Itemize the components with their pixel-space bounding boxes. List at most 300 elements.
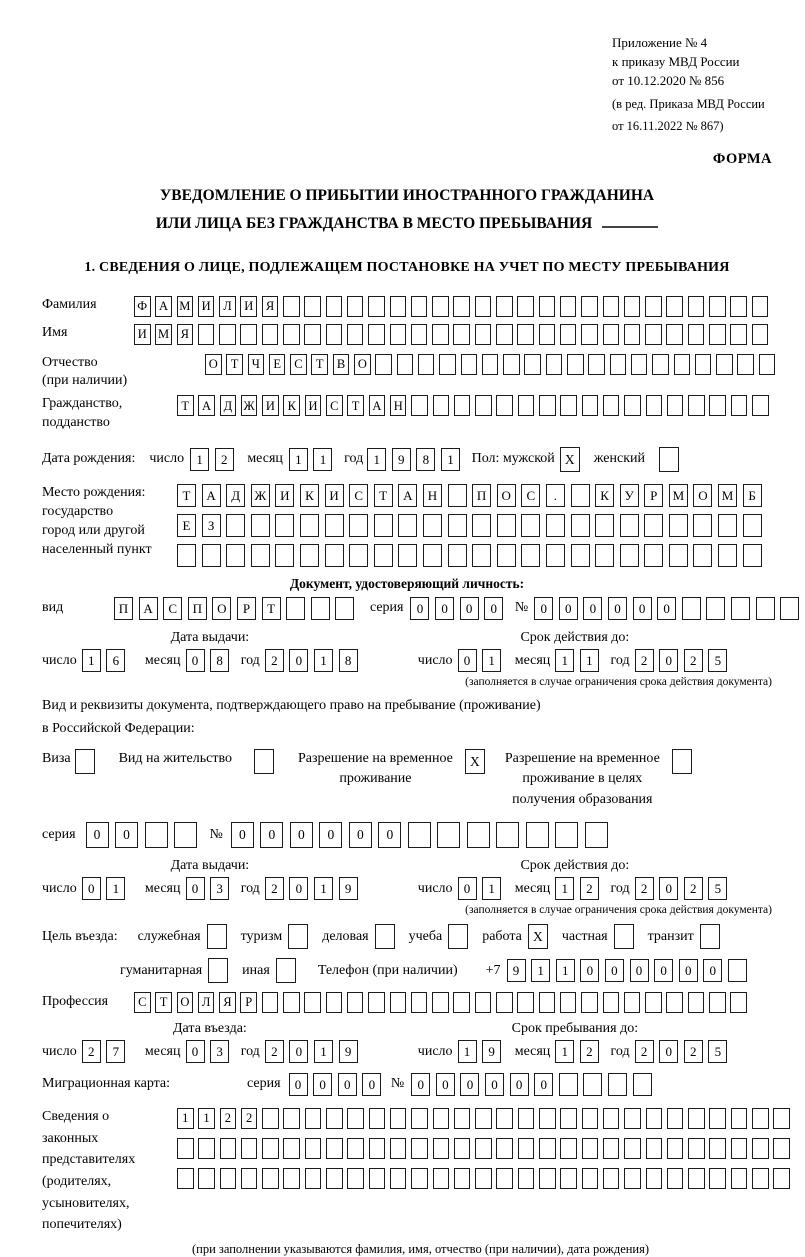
form-cell[interactable] (620, 544, 639, 567)
form-cell[interactable] (145, 822, 168, 848)
form-cell[interactable]: Б (743, 484, 762, 507)
form-cell[interactable] (688, 992, 705, 1013)
form-cell[interactable] (567, 354, 584, 375)
form-cell[interactable]: 0 (458, 877, 477, 900)
form-cell[interactable] (718, 544, 737, 567)
form-cell[interactable] (226, 514, 245, 537)
form-cell[interactable]: . (546, 484, 565, 507)
form-cell[interactable] (546, 544, 565, 567)
form-cell[interactable] (496, 296, 513, 317)
form-cell[interactable]: Е (269, 354, 286, 375)
form-cell[interactable]: 1 (314, 877, 333, 900)
form-cell[interactable] (688, 324, 705, 345)
form-cell[interactable] (560, 324, 577, 345)
form-cell[interactable]: 9 (339, 877, 358, 900)
form-cell[interactable] (539, 992, 556, 1013)
form-cell[interactable]: П (114, 597, 133, 620)
form-cell[interactable]: 0 (583, 597, 602, 620)
form-cell[interactable] (369, 1168, 386, 1189)
form-cell[interactable] (347, 992, 364, 1013)
form-cell[interactable] (780, 597, 799, 620)
form-cell[interactable] (752, 1168, 769, 1189)
form-cell[interactable] (326, 1108, 343, 1129)
form-cell[interactable]: 1 (531, 959, 550, 982)
form-cell[interactable] (198, 1138, 215, 1159)
form-cell[interactable] (349, 544, 368, 567)
form-cell[interactable] (603, 1108, 620, 1129)
form-cell[interactable]: 0 (289, 877, 308, 900)
form-cell[interactable] (326, 296, 343, 317)
form-cell[interactable] (582, 1168, 599, 1189)
form-cell[interactable] (743, 514, 762, 537)
form-cell[interactable] (773, 1108, 790, 1129)
form-cell[interactable] (752, 324, 769, 345)
form-cell[interactable] (411, 1138, 428, 1159)
form-cell[interactable] (546, 354, 563, 375)
form-cell[interactable] (667, 1138, 684, 1159)
form-cell[interactable]: И (262, 395, 279, 416)
form-cell[interactable] (374, 514, 393, 537)
form-cell[interactable] (560, 1108, 577, 1129)
form-cell[interactable] (472, 514, 491, 537)
form-cell[interactable]: Д (220, 395, 237, 416)
form-cell[interactable] (718, 514, 737, 537)
form-cell[interactable] (667, 1168, 684, 1189)
form-cell[interactable] (408, 822, 431, 848)
form-cell[interactable]: И (240, 296, 257, 317)
form-cell[interactable]: 5 (708, 649, 727, 672)
form-cell[interactable] (347, 324, 364, 345)
form-cell[interactable]: 0 (115, 822, 138, 848)
form-cell[interactable]: К (283, 395, 300, 416)
form-cell[interactable] (539, 324, 556, 345)
form-cell[interactable] (347, 1138, 364, 1159)
form-cell[interactable]: Н (390, 395, 407, 416)
form-cell[interactable]: 0 (289, 1040, 308, 1063)
form-cell[interactable] (560, 296, 577, 317)
form-cell[interactable] (433, 1108, 450, 1129)
form-cell[interactable] (546, 514, 565, 537)
form-cell[interactable] (347, 1168, 364, 1189)
form-cell[interactable] (688, 1168, 705, 1189)
form-cell[interactable] (560, 395, 577, 416)
form-cell[interactable]: Я (177, 324, 194, 345)
form-cell[interactable]: 2 (220, 1108, 237, 1129)
form-cell[interactable]: 0 (231, 822, 254, 848)
form-cell[interactable] (448, 544, 467, 567)
form-cell[interactable]: М (669, 484, 688, 507)
form-cell[interactable] (644, 514, 663, 537)
form-cell[interactable]: 1 (556, 959, 575, 982)
form-cell[interactable]: 9 (482, 1040, 501, 1063)
form-cell[interactable] (219, 324, 236, 345)
form-cell[interactable]: Л (219, 296, 236, 317)
form-cell[interactable]: 0 (460, 1073, 479, 1096)
form-cell[interactable] (645, 992, 662, 1013)
form-cell[interactable]: П (472, 484, 491, 507)
form-cell[interactable] (706, 597, 725, 620)
form-cell[interactable] (667, 395, 684, 416)
form-cell[interactable] (461, 354, 478, 375)
form-cell[interactable] (423, 514, 442, 537)
form-cell[interactable] (335, 597, 354, 620)
form-cell[interactable] (503, 354, 520, 375)
form-cell[interactable] (645, 324, 662, 345)
form-cell[interactable] (524, 354, 541, 375)
form-cell[interactable] (198, 324, 215, 345)
form-cell[interactable]: 0 (580, 959, 599, 982)
form-cell[interactable]: 1 (458, 1040, 477, 1063)
form-cell[interactable]: 6 (106, 649, 125, 672)
form-cell[interactable] (709, 324, 726, 345)
form-cell[interactable] (262, 1108, 279, 1129)
form-cell[interactable] (581, 296, 598, 317)
form-cell[interactable] (620, 514, 639, 537)
form-cell[interactable]: Е (177, 514, 196, 537)
form-cell[interactable]: А (139, 597, 158, 620)
form-cell[interactable]: З (202, 514, 221, 537)
form-cell[interactable]: Ч (248, 354, 265, 375)
form-cell[interactable]: 2 (684, 877, 703, 900)
form-cell[interactable]: Т (262, 597, 281, 620)
checkbox-cell[interactable] (672, 749, 692, 774)
form-cell[interactable] (262, 324, 279, 345)
form-cell[interactable] (571, 484, 590, 507)
form-cell[interactable] (411, 1168, 428, 1189)
form-cell[interactable] (682, 597, 701, 620)
form-cell[interactable] (731, 1108, 748, 1129)
form-cell[interactable]: 2 (684, 649, 703, 672)
form-cell[interactable]: С (134, 992, 151, 1013)
form-cell[interactable] (603, 296, 620, 317)
form-cell[interactable] (453, 324, 470, 345)
form-cell[interactable] (423, 544, 442, 567)
form-cell[interactable]: 0 (290, 822, 313, 848)
form-cell[interactable] (560, 1168, 577, 1189)
form-cell[interactable] (283, 324, 300, 345)
form-cell[interactable]: 9 (339, 1040, 358, 1063)
form-cell[interactable]: 0 (534, 597, 553, 620)
form-cell[interactable] (517, 296, 534, 317)
form-cell[interactable] (624, 992, 641, 1013)
form-cell[interactable] (595, 544, 614, 567)
form-cell[interactable]: 0 (289, 649, 308, 672)
form-cell[interactable] (521, 544, 540, 567)
form-cell[interactable] (631, 354, 648, 375)
form-cell[interactable] (300, 514, 319, 537)
form-cell[interactable]: 2 (215, 448, 234, 471)
form-cell[interactable] (454, 1138, 471, 1159)
form-cell[interactable] (398, 544, 417, 567)
form-cell[interactable]: 8 (210, 649, 229, 672)
form-cell[interactable] (571, 514, 590, 537)
form-cell[interactable] (730, 324, 747, 345)
form-cell[interactable]: И (275, 484, 294, 507)
form-cell[interactable]: Я (219, 992, 236, 1013)
form-cell[interactable] (326, 324, 343, 345)
form-cell[interactable] (752, 1108, 769, 1129)
form-cell[interactable]: 1 (580, 649, 599, 672)
form-cell[interactable]: 0 (319, 822, 342, 848)
form-cell[interactable] (624, 324, 641, 345)
form-cell[interactable] (517, 324, 534, 345)
form-cell[interactable] (646, 1108, 663, 1129)
checkbox-cell[interactable]: X (465, 749, 485, 774)
form-cell[interactable]: Р (644, 484, 663, 507)
form-cell[interactable]: 1 (313, 448, 332, 471)
form-cell[interactable] (728, 959, 747, 982)
form-cell[interactable] (433, 1168, 450, 1189)
form-cell[interactable] (709, 992, 726, 1013)
form-cell[interactable]: М (718, 484, 737, 507)
form-cell[interactable] (368, 296, 385, 317)
form-cell[interactable] (475, 1168, 492, 1189)
form-cell[interactable] (582, 1138, 599, 1159)
form-cell[interactable] (375, 354, 392, 375)
form-cell[interactable]: 1 (441, 448, 460, 471)
form-cell[interactable] (773, 1168, 790, 1189)
form-cell[interactable] (731, 1138, 748, 1159)
form-cell[interactable]: 7 (106, 1040, 125, 1063)
form-cell[interactable] (275, 514, 294, 537)
form-cell[interactable]: Т (311, 354, 328, 375)
form-cell[interactable] (646, 395, 663, 416)
form-cell[interactable]: 1 (367, 448, 386, 471)
form-cell[interactable]: 2 (265, 877, 284, 900)
form-cell[interactable] (709, 395, 726, 416)
form-cell[interactable] (521, 514, 540, 537)
form-cell[interactable] (539, 296, 556, 317)
form-cell[interactable] (518, 1168, 535, 1189)
form-cell[interactable] (674, 354, 691, 375)
form-cell[interactable]: 0 (659, 877, 678, 900)
form-cell[interactable]: 0 (86, 822, 109, 848)
form-cell[interactable] (624, 1108, 641, 1129)
checkbox-cell[interactable] (276, 958, 296, 983)
form-cell[interactable]: А (198, 395, 215, 416)
form-cell[interactable] (198, 1168, 215, 1189)
form-cell[interactable] (453, 992, 470, 1013)
form-cell[interactable]: 0 (186, 1040, 205, 1063)
form-cell[interactable]: 9 (507, 959, 526, 982)
form-cell[interactable] (283, 296, 300, 317)
form-cell[interactable] (496, 1138, 513, 1159)
form-cell[interactable]: Ф (134, 296, 151, 317)
form-cell[interactable] (326, 992, 343, 1013)
form-cell[interactable]: 0 (186, 649, 205, 672)
form-cell[interactable] (582, 1108, 599, 1129)
form-cell[interactable] (709, 296, 726, 317)
form-cell[interactable]: 1 (106, 877, 125, 900)
checkbox-cell[interactable] (659, 447, 679, 472)
form-cell[interactable] (390, 1138, 407, 1159)
form-cell[interactable] (325, 514, 344, 537)
form-cell[interactable] (390, 296, 407, 317)
form-cell[interactable]: 0 (485, 1073, 504, 1096)
form-cell[interactable] (624, 1168, 641, 1189)
form-cell[interactable]: 0 (458, 649, 477, 672)
form-cell[interactable] (730, 992, 747, 1013)
checkbox-cell[interactable] (614, 924, 634, 949)
form-cell[interactable]: 8 (416, 448, 435, 471)
form-cell[interactable] (275, 544, 294, 567)
form-cell[interactable] (448, 514, 467, 537)
form-cell[interactable] (737, 354, 754, 375)
form-cell[interactable] (226, 544, 245, 567)
form-cell[interactable] (202, 544, 221, 567)
checkbox-cell[interactable] (75, 749, 95, 774)
form-cell[interactable]: 0 (435, 597, 454, 620)
form-cell[interactable] (454, 1108, 471, 1129)
form-cell[interactable]: 5 (708, 1040, 727, 1063)
form-cell[interactable] (752, 395, 769, 416)
form-cell[interactable] (369, 1138, 386, 1159)
form-cell[interactable]: 0 (633, 597, 652, 620)
form-cell[interactable] (326, 1168, 343, 1189)
form-cell[interactable]: 0 (484, 597, 503, 620)
form-cell[interactable] (695, 354, 712, 375)
form-cell[interactable] (667, 1108, 684, 1129)
form-cell[interactable]: Л (198, 992, 215, 1013)
form-cell[interactable] (475, 324, 492, 345)
form-cell[interactable] (666, 992, 683, 1013)
form-cell[interactable]: 0 (608, 597, 627, 620)
checkbox-cell[interactable] (254, 749, 274, 774)
form-cell[interactable] (603, 992, 620, 1013)
form-cell[interactable]: И (305, 395, 322, 416)
form-cell[interactable] (177, 1168, 194, 1189)
form-cell[interactable]: Т (177, 484, 196, 507)
form-cell[interactable] (731, 597, 750, 620)
form-cell[interactable]: 2 (580, 877, 599, 900)
form-cell[interactable] (496, 324, 513, 345)
form-cell[interactable] (326, 1138, 343, 1159)
form-cell[interactable] (688, 296, 705, 317)
form-cell[interactable] (475, 395, 492, 416)
form-cell[interactable] (368, 324, 385, 345)
form-cell[interactable] (305, 1168, 322, 1189)
form-cell[interactable] (560, 992, 577, 1013)
form-cell[interactable]: 1 (482, 649, 501, 672)
form-cell[interactable] (645, 296, 662, 317)
form-cell[interactable] (475, 1138, 492, 1159)
form-cell[interactable] (240, 324, 257, 345)
form-cell[interactable]: 1 (555, 1040, 574, 1063)
form-cell[interactable] (669, 544, 688, 567)
form-cell[interactable]: С (521, 484, 540, 507)
form-cell[interactable]: 1 (190, 448, 209, 471)
form-cell[interactable]: 1 (555, 877, 574, 900)
form-cell[interactable] (560, 1138, 577, 1159)
form-cell[interactable] (773, 1138, 790, 1159)
form-cell[interactable]: 0 (349, 822, 372, 848)
form-cell[interactable]: 0 (510, 1073, 529, 1096)
checkbox-cell[interactable]: X (528, 924, 548, 949)
form-cell[interactable]: Я (262, 296, 279, 317)
form-cell[interactable] (283, 1108, 300, 1129)
form-cell[interactable]: 2 (265, 1040, 284, 1063)
form-cell[interactable] (571, 544, 590, 567)
form-cell[interactable]: М (155, 324, 172, 345)
form-cell[interactable]: 0 (679, 959, 698, 982)
form-cell[interactable] (453, 296, 470, 317)
form-cell[interactable] (482, 354, 499, 375)
form-cell[interactable]: 0 (436, 1073, 455, 1096)
form-cell[interactable]: 1 (314, 649, 333, 672)
form-cell[interactable]: 0 (654, 959, 673, 982)
form-cell[interactable]: О (205, 354, 222, 375)
form-cell[interactable] (716, 354, 733, 375)
form-cell[interactable]: С (326, 395, 343, 416)
form-cell[interactable] (496, 822, 519, 848)
form-cell[interactable] (174, 822, 197, 848)
form-cell[interactable] (555, 822, 578, 848)
form-cell[interactable] (411, 296, 428, 317)
form-cell[interactable] (454, 395, 471, 416)
form-cell[interactable] (496, 992, 513, 1013)
form-cell[interactable]: 0 (260, 822, 283, 848)
form-cell[interactable] (454, 1168, 471, 1189)
form-cell[interactable]: И (325, 484, 344, 507)
form-cell[interactable]: 0 (362, 1073, 381, 1096)
form-cell[interactable]: А (369, 395, 386, 416)
form-cell[interactable] (693, 544, 712, 567)
form-cell[interactable] (411, 324, 428, 345)
form-cell[interactable] (397, 354, 414, 375)
form-cell[interactable] (585, 822, 608, 848)
form-cell[interactable] (608, 1073, 627, 1096)
form-cell[interactable]: О (212, 597, 231, 620)
form-cell[interactable] (539, 395, 556, 416)
form-cell[interactable]: 0 (378, 822, 401, 848)
form-cell[interactable] (349, 514, 368, 537)
form-cell[interactable] (588, 354, 605, 375)
form-cell[interactable] (448, 484, 467, 507)
form-cell[interactable] (220, 1138, 237, 1159)
form-cell[interactable] (539, 1168, 556, 1189)
form-cell[interactable] (518, 395, 535, 416)
form-cell[interactable]: Т (177, 395, 194, 416)
form-cell[interactable]: Ж (241, 395, 258, 416)
form-cell[interactable]: 0 (289, 1073, 308, 1096)
form-cell[interactable]: А (202, 484, 221, 507)
form-cell[interactable] (644, 544, 663, 567)
form-cell[interactable] (603, 395, 620, 416)
form-cell[interactable] (241, 1168, 258, 1189)
form-cell[interactable]: 3 (210, 877, 229, 900)
form-cell[interactable] (475, 992, 492, 1013)
form-cell[interactable]: 1 (177, 1108, 194, 1129)
form-cell[interactable] (496, 1168, 513, 1189)
form-cell[interactable]: 2 (635, 1040, 654, 1063)
form-cell[interactable]: Т (226, 354, 243, 375)
form-cell[interactable] (283, 992, 300, 1013)
form-cell[interactable] (304, 324, 321, 345)
form-cell[interactable] (418, 354, 435, 375)
checkbox-cell[interactable] (288, 924, 308, 949)
form-cell[interactable] (752, 1138, 769, 1159)
form-cell[interactable]: 1 (482, 877, 501, 900)
form-cell[interactable] (251, 544, 270, 567)
form-cell[interactable]: 0 (559, 597, 578, 620)
form-cell[interactable] (283, 1168, 300, 1189)
form-cell[interactable]: 2 (241, 1108, 258, 1129)
form-cell[interactable] (432, 324, 449, 345)
form-cell[interactable]: И (134, 324, 151, 345)
form-cell[interactable] (581, 324, 598, 345)
form-cell[interactable]: Т (374, 484, 393, 507)
form-cell[interactable]: О (497, 484, 516, 507)
